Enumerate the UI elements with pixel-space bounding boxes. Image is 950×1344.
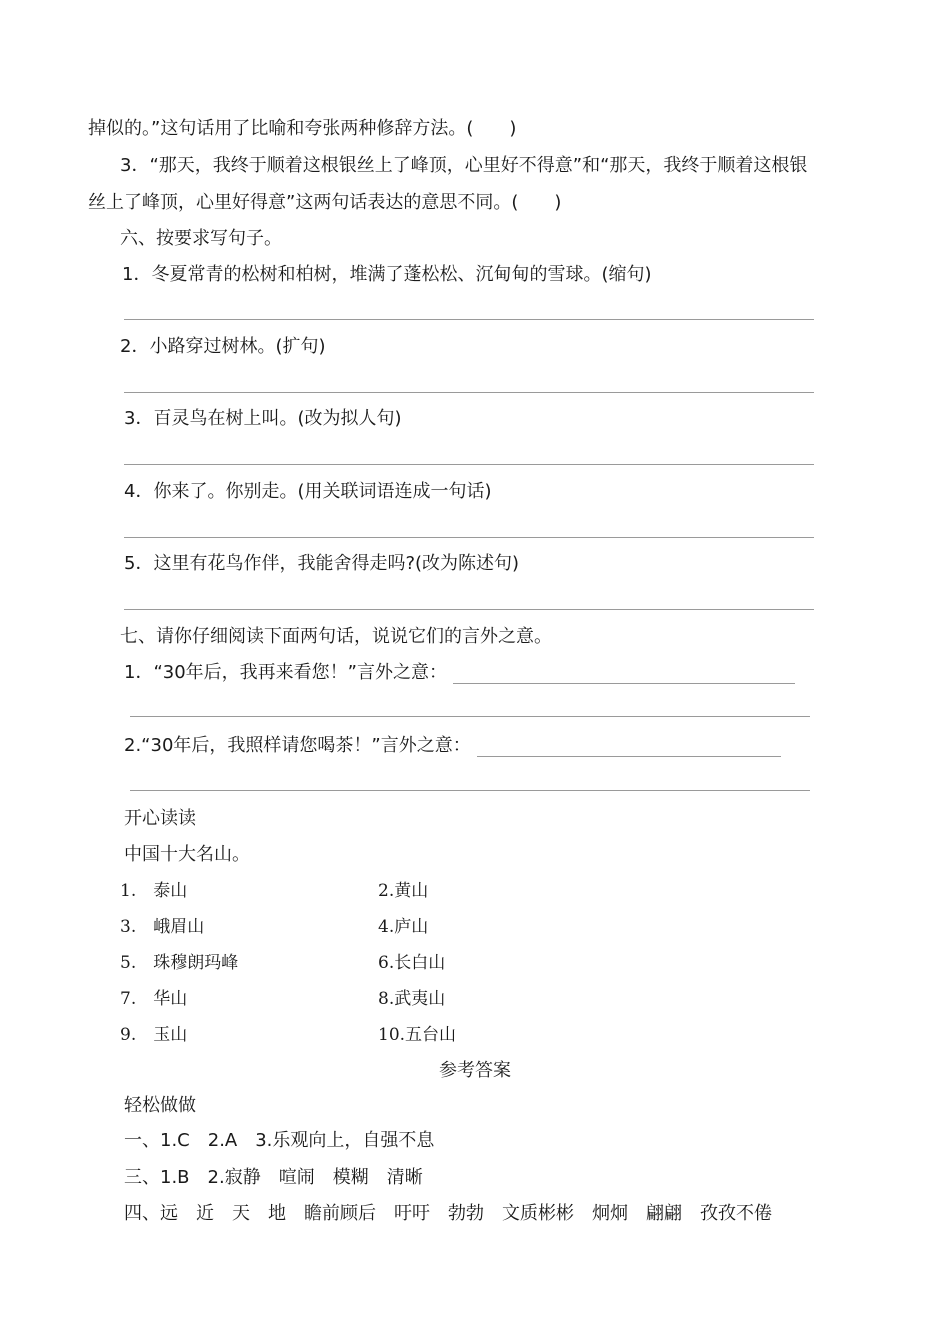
reading-title: 开心读读 xyxy=(124,808,196,829)
section-6-item-2: 2．小路穿过树林。(扩句) xyxy=(120,336,326,357)
mountain-3: 3. 峨眉山 xyxy=(120,917,205,937)
section-7-item-1-text: 1．“30年后，我再来看您！”言外之意： xyxy=(124,662,448,683)
continued-statement: 掉似的。”这句话用了比喻和夸张两种修辞方法。( ) xyxy=(88,118,517,139)
mountain-1: 1. 泰山 xyxy=(120,881,188,901)
mountain-6: 6.长白山 xyxy=(378,953,446,973)
section-7-item-1 xyxy=(124,662,795,684)
answer-line-7-2a[interactable] xyxy=(477,738,781,757)
section-6-item-1: 1．冬夏常青的松树和柏树，堆满了蓬松松、沉甸甸的雪球。(缩句) xyxy=(122,264,652,285)
answers-section: 轻松做做 xyxy=(124,1095,196,1116)
section-6-title: 六、按要求写句子。 xyxy=(120,228,282,249)
answer-line-7-2b[interactable] xyxy=(130,790,810,791)
answer-line-1: 一、1.C 2.A 3.乐观向上，自强不息 xyxy=(124,1130,435,1151)
section-6-item-4: 4．你来了。你别走。(用关联词语连成一句话) xyxy=(124,481,492,502)
mountain-2: 2.黄山 xyxy=(378,881,429,901)
answer-line-6-2[interactable] xyxy=(124,392,814,393)
answer-line-6-4[interactable] xyxy=(124,537,814,538)
reading-subtitle: 中国十大名山。 xyxy=(124,844,250,865)
section-7-title: 七、请你仔细阅读下面两句话，说说它们的言外之意。 xyxy=(120,626,552,647)
answer-line-7-1a[interactable] xyxy=(453,665,795,684)
answer-line-3: 三、1.B 2.寂静 喧闹 模糊 清晰 xyxy=(124,1167,423,1188)
answer-line-4: 四、远 近 天 地 瞻前顾后 吁吁 勃勃 文质彬彬 炯炯 翩翩 孜孜不倦 xyxy=(124,1203,772,1224)
mountain-7: 7. 华山 xyxy=(120,989,188,1009)
section-6-item-5: 5．这里有花鸟作伴，我能舍得走吗?(改为陈述句) xyxy=(124,553,520,574)
answers-title: 参考答案 xyxy=(439,1060,511,1081)
answer-line-6-5[interactable] xyxy=(124,609,814,610)
statement-3-line2: 丝上了峰顶，心里好得意”这两句话表达的意思不同。( ) xyxy=(88,192,562,213)
answer-line-6-3[interactable] xyxy=(124,464,814,465)
mountain-9: 9. 玉山 xyxy=(120,1025,188,1045)
mountain-8: 8.武夷山 xyxy=(378,989,446,1009)
section-6-item-3: 3．百灵鸟在树上叫。(改为拟人句) xyxy=(124,408,402,429)
mountain-5: 5. 珠穆朗玛峰 xyxy=(120,953,239,973)
statement-3-line1: 3．“那天，我终于顺着这根银丝上了峰顶，心里好不得意”和“那天，我终于顺着这根银 xyxy=(120,155,808,176)
section-7-item-2 xyxy=(124,735,781,757)
answer-line-7-1b[interactable] xyxy=(130,716,810,717)
mountain-10: 10.五台山 xyxy=(378,1025,457,1045)
section-7-item-2-text: 2.“30年后，我照样请您喝茶！”言外之意： xyxy=(124,735,471,756)
mountain-4: 4.庐山 xyxy=(378,917,429,937)
answer-line-6-1[interactable] xyxy=(124,319,814,320)
